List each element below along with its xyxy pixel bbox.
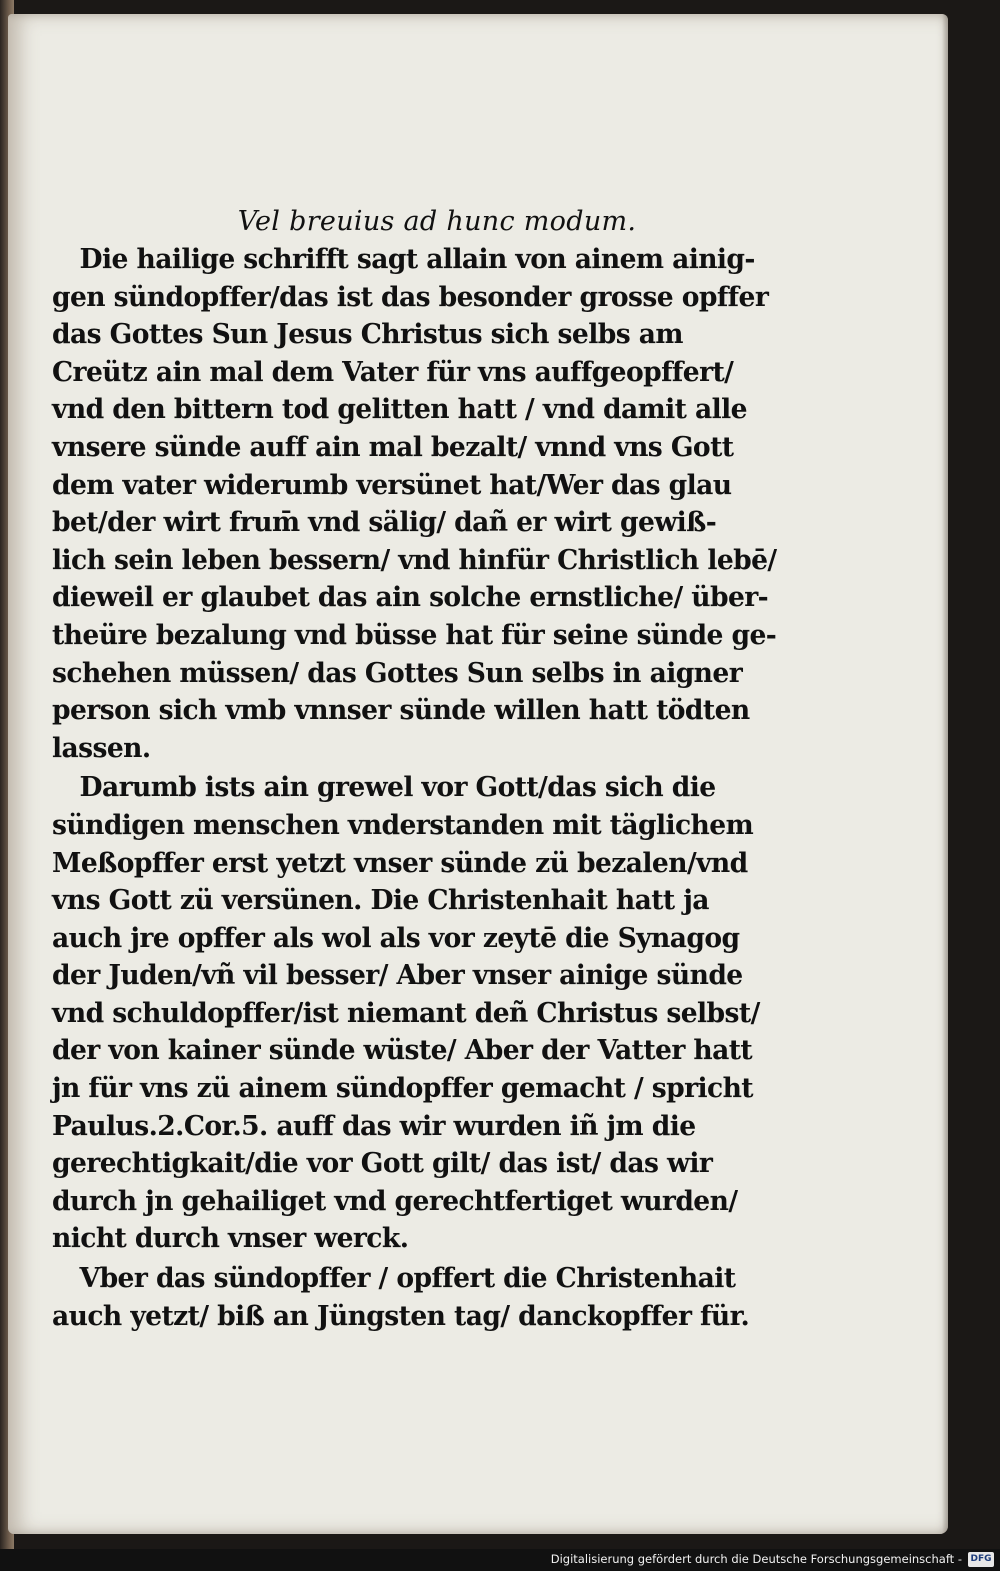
text-line: bet/der wirt frum̄ vnd sälig/ dañ er wirt gewiß- bbox=[52, 507, 717, 539]
text-line: vns Gott zü versünen. Die Christenhait hatt ja bbox=[52, 885, 709, 917]
book-page bbox=[8, 14, 948, 1534]
page-edge bbox=[942, 14, 948, 1534]
text-line: schehen müssen/ das Gottes Sun selbs in aigner bbox=[52, 657, 743, 689]
page-heading: Vel breuius ad hunc modum. bbox=[237, 206, 637, 237]
text-line: dem vater widerumb versünet hat/Wer das glau bbox=[52, 469, 732, 501]
text-line: das Gottes Sun Jesus Christus sich selbs am bbox=[52, 319, 683, 351]
text-line: person sich vmb vnnser sünde willen hatt tödten bbox=[52, 695, 750, 727]
text-line: vnd den bittern tod gelitten hatt / vnd damit alle bbox=[52, 394, 747, 426]
text-line: gerechtigkait/die vor Gott gilt/ das ist/ das wir bbox=[52, 1148, 713, 1180]
text-line: nicht durch vnser werck. bbox=[52, 1223, 409, 1255]
text-line: Meßopffer erst yetzt vnser sünde zü bezalen/vnd bbox=[52, 847, 748, 879]
text-line: der Juden/vñ vil besser/ Aber vnser ainige sünde bbox=[52, 960, 743, 992]
text-line: lassen. bbox=[52, 732, 151, 764]
text-line: gen sündopffer/das ist das besonder grosse opffer bbox=[52, 281, 769, 313]
text-line: vnd schuldopffer/ist niemant deñ Christus selbst/ bbox=[52, 997, 760, 1029]
text-line: lich sein leben bessern/ vnd hinfür Christlich lebē/ bbox=[52, 544, 777, 576]
text-line: sündigen menschen vnderstanden mit täglichem bbox=[52, 809, 754, 841]
text-line: Creütz ain mal dem Vater für vns auffgeopffert/ bbox=[52, 356, 734, 388]
dfg-logo-icon: DFG bbox=[968, 1552, 994, 1567]
text-line: Darumb ists ain grewel vor Gott/das sich die bbox=[79, 772, 716, 804]
text-line: Die hailige schrifft sagt allain von ainem ainig- bbox=[79, 244, 755, 275]
text-line: jn für vns zü ainem sündopffer gemacht / spricht bbox=[52, 1073, 753, 1105]
digitization-footer bbox=[0, 1549, 1000, 1571]
text-line: durch jn gehailiget vnd gerechtfertiget wurden/ bbox=[52, 1185, 738, 1217]
text-lines bbox=[52, 241, 792, 1335]
text-line: der von kainer sünde wüste/ Aber der Vatter hatt bbox=[52, 1035, 753, 1067]
footer-credit-text: Digitalisierung gefördert durch die Deutsche Forschungsgemeinschaft - bbox=[550, 1552, 962, 1566]
text-line: theüre bezalung vnd büsse hat für seine sünde ge- bbox=[52, 619, 777, 651]
text-line: Paulus.2.Cor.5. auff das wir wurden iñ jm die bbox=[52, 1110, 696, 1142]
text-line: auch jre opffer als wol als vor zeytē die Synagog bbox=[52, 922, 740, 954]
text-line: vnsere sünde auff ain mal bezalt/ vnnd vns Gott bbox=[52, 431, 734, 463]
text-line: dieweil er glaubet das ain solche ernstliche/ über- bbox=[52, 582, 769, 614]
text-line: auch yetzt/ biß an Jüngsten tag/ danckopffer für. bbox=[52, 1300, 750, 1332]
text-line: Vber das sündopffer / opffert die Christenhait bbox=[79, 1263, 736, 1295]
page-text-block bbox=[52, 206, 792, 1335]
